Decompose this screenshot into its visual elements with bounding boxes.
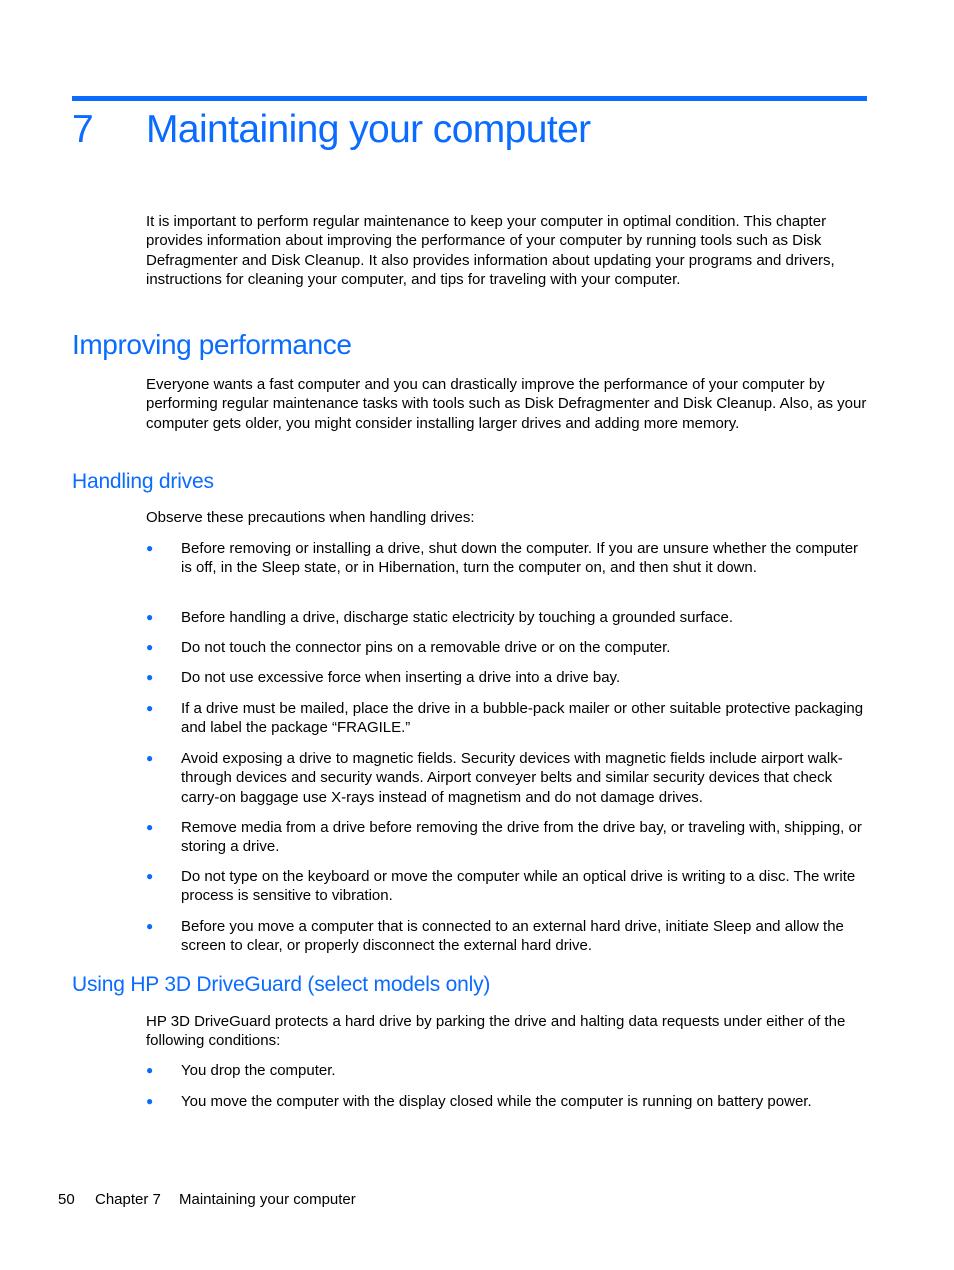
bullet-icon: ● xyxy=(146,640,154,654)
list-item-text: Remove media from a drive before removing the drive from the drive bay, or traveling with, shipping, or storing a drive. xyxy=(181,819,862,856)
footer-chapter-title: Maintaining your computer xyxy=(179,1191,356,1208)
footer-chapter-label: Chapter 7 xyxy=(95,1191,161,1208)
bullet-icon: ● xyxy=(146,670,154,684)
handling-intro: Observe these precautions when handling drives: xyxy=(146,509,475,526)
bullet-icon: ● xyxy=(146,919,154,933)
list-item-text: Before you move a computer that is connected to an external hard drive, initiate Sleep and allow the screen to clear, or properly disconnect the external hard drive. xyxy=(181,918,844,955)
chapter-number: 7 xyxy=(72,108,94,151)
list-item-text: Before handling a drive, discharge static electricity by touching a grounded surface. xyxy=(181,609,733,626)
chapter-intro: It is important to perform regular maintenance to keep your computer in optimal condition. This chapter provides information about improving the performance of your computer by running tools such as Disk Defragmenter and Disk Cleanup. It also provides information about updating your programs and drivers, instructions for cleaning your computer, and tips for traveling with your computer. xyxy=(146,213,835,288)
bullet-icon: ● xyxy=(146,1063,154,1077)
bullet-icon: ● xyxy=(146,610,154,624)
list-item-text: You move the computer with the display closed while the computer is running on battery power. xyxy=(181,1093,812,1110)
bullet-icon: ● xyxy=(146,701,154,715)
page-footer xyxy=(58,1190,356,1210)
section-title-improving-performance: Improving performance xyxy=(72,329,352,360)
bullet-icon: ● xyxy=(146,869,154,883)
list-item-text: Avoid exposing a drive to magnetic fields. Security devices with magnetic fields include airport walk-through devices and security wands. Airport conveyer belts and similar security devices that check carry-on baggage use X-rays instead of magnetism and do not damage drives. xyxy=(181,750,843,806)
subsection-title-driveguard: Using HP 3D DriveGuard (select models only) xyxy=(72,973,491,996)
bullet-icon: ● xyxy=(146,1094,154,1108)
list-item-text: Before removing or installing a drive, shut down the computer. If you are unsure whether the computer is off, in the Sleep state, or in Hibernation, turn the computer on, and then shut it down. xyxy=(181,540,859,577)
bullet-icon: ● xyxy=(146,820,154,834)
subsection-title-handling-drives: Handling drives xyxy=(72,470,214,493)
page-number: 50 xyxy=(58,1191,75,1208)
driveguard-intro: HP 3D DriveGuard protects a hard drive by parking the drive and halting data requests under either of the following conditions: xyxy=(146,1013,846,1050)
section-body: Everyone wants a fast computer and you can drastically improve the performance of your computer by performing regular maintenance tasks with tools such as Disk Defragmenter and Disk Cleanup. Also, as your computer gets older, you might consider installing larger drives and adding more memory. xyxy=(146,376,867,432)
chapter-rule xyxy=(72,96,867,101)
list-item-text: If a drive must be mailed, place the drive in a bubble-pack mailer or other suitable protective packaging and label the package “FRAGILE.” xyxy=(181,700,864,737)
list-item-text: You drop the computer. xyxy=(181,1062,336,1079)
list-item-text: Do not type on the keyboard or move the computer while an optical drive is writing to a disc. The write process is sensitive to vibration. xyxy=(181,868,856,905)
list-item-text: Do not use excessive force when inserting a drive into a drive bay. xyxy=(181,669,621,686)
list-item-text: Do not touch the connector pins on a removable drive or on the computer. xyxy=(181,639,671,656)
bullet-icon: ● xyxy=(146,751,154,765)
bullet-icon: ● xyxy=(146,541,154,555)
chapter-heading xyxy=(72,104,591,156)
chapter-title: Maintaining your computer xyxy=(146,108,591,151)
